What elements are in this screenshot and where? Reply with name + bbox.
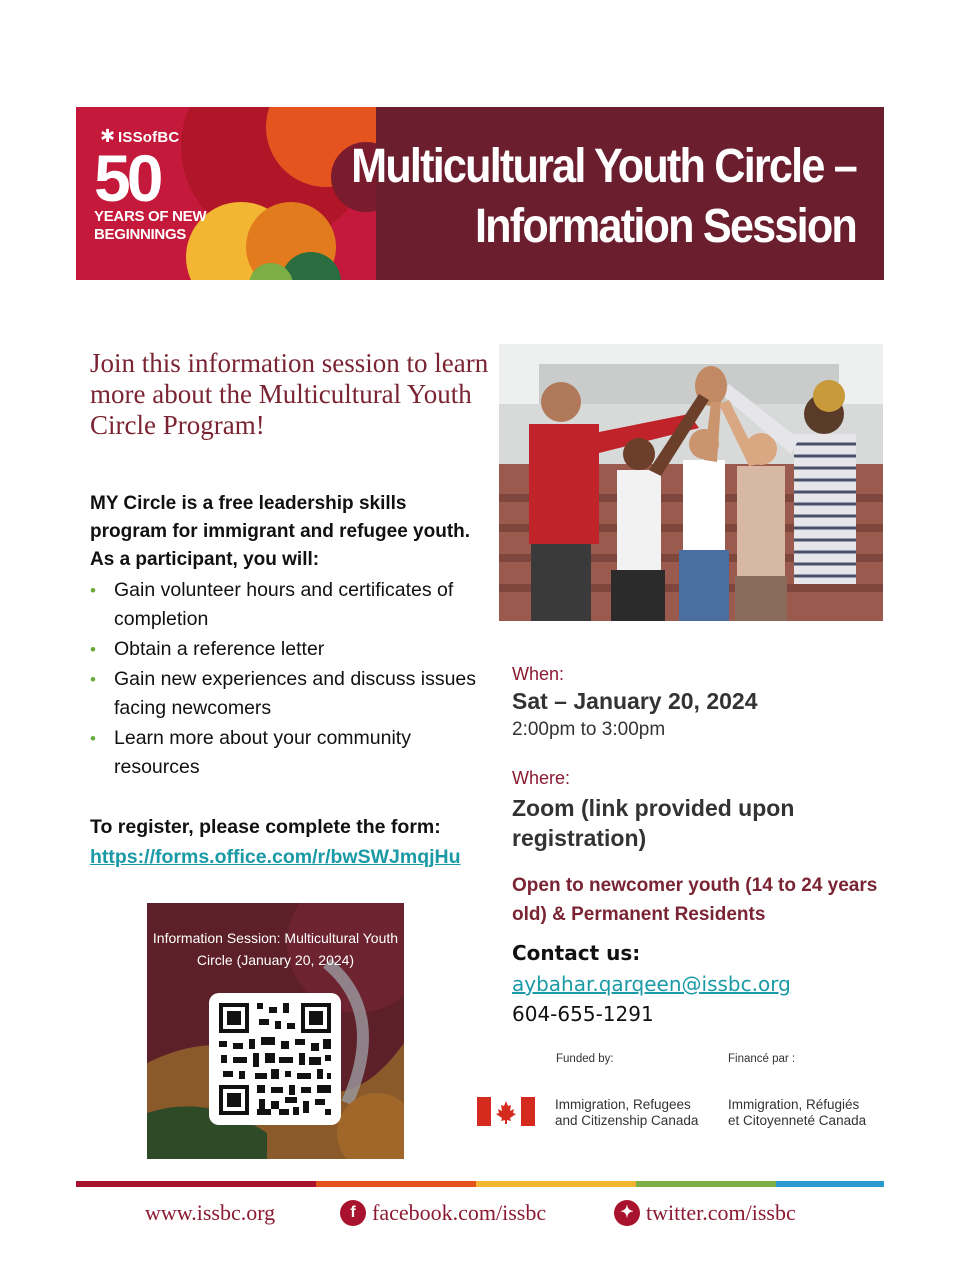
program-description: MY Circle is a free leadership skills program for immigrant and refugee youth. As a participant, you will:: [90, 493, 471, 570]
list-item: • Learn more about your community resources: [90, 724, 480, 782]
list-item: • Gain volunteer hours and certificates of completion: [90, 576, 480, 634]
where-label: Where:: [512, 768, 571, 788]
footer-divider: [76, 1181, 884, 1187]
twitter-icon: ✦: [614, 1200, 640, 1226]
bullet-icon: •: [90, 640, 96, 659]
event-location: Zoom (link provided upon registration): [512, 795, 795, 851]
intro-text: Join this information session to learn more about the Multicultural Youth Circle Program!: [90, 348, 489, 440]
bullet-icon: •: [90, 729, 96, 748]
twitter-handle: twitter.com/issbc: [646, 1200, 796, 1225]
qr-code[interactable]: [209, 993, 341, 1125]
event-date: Sat – January 20, 2024: [512, 688, 758, 714]
list-item: • Gain new experiences and discuss issues facing newcomers: [90, 665, 480, 723]
ircc-french: Immigration, Réfugiés et Citoyenneté Canada: [728, 1097, 867, 1128]
website-link[interactable]: www.issbc.org: [145, 1200, 276, 1225]
maple-leaf-icon: ✱: [100, 126, 116, 146]
qr-code-icon: [209, 993, 341, 1125]
title-line-2: Information Session: [474, 200, 856, 253]
facebook-icon: f: [340, 1200, 366, 1226]
logo-fifty: 50: [94, 141, 160, 215]
benefits-list: [90, 576, 480, 783]
title-line-1: Multicultural Youth Circle –: [351, 140, 856, 193]
logo-org: ISSofBC: [118, 129, 180, 146]
when-label: When:: [512, 664, 565, 684]
contact-email-link[interactable]: aybahar.qarqeen@issbc.org: [512, 972, 791, 996]
qr-card-title: Information Session: Multicultural Youth Circle (January 20, 2024): [152, 930, 399, 968]
header-banner: [76, 107, 884, 280]
contact-phone: 604-655-1291: [512, 1002, 654, 1026]
facebook-handle: facebook.com/issbc: [372, 1200, 547, 1225]
twitter-link[interactable]: [614, 1200, 796, 1226]
photo-illustration: [499, 344, 883, 621]
logo-tagline-1: YEARS OF NEW: [94, 208, 207, 225]
canada-flag-icon: [477, 1097, 535, 1126]
eligibility-text: Open to newcomer youth (14 to 24 years old) & Permanent Residents: [512, 875, 878, 925]
youth-group-photo: [499, 344, 883, 621]
event-time: 2:00pm to 3:00pm: [512, 719, 666, 740]
bullet-icon: •: [90, 581, 96, 600]
page-title: [236, 137, 856, 257]
bullet-icon: •: [90, 670, 96, 689]
funded-by-label: Funded by:: [556, 1053, 614, 1065]
finance-par-label: Financé par :: [728, 1053, 796, 1065]
issbc-logo: [94, 126, 207, 244]
list-item: • Obtain a reference letter: [90, 635, 480, 664]
contact-heading: Contact us:: [512, 941, 641, 965]
facebook-link[interactable]: [340, 1200, 546, 1226]
qr-code-card: [147, 903, 404, 1159]
ircc-english: Immigration, Refugees and Citizenship Canada: [555, 1097, 699, 1128]
register-instruction: To register, please complete the form:: [90, 816, 441, 838]
logo-tagline-2: BEGINNINGS: [94, 226, 187, 243]
registration-link[interactable]: https://forms.office.com/r/bwSWJmqjHu: [90, 846, 461, 868]
